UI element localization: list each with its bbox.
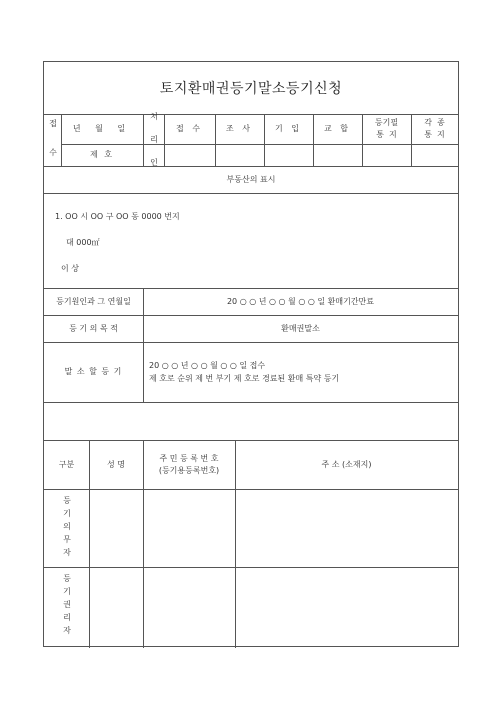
column-various-notice: 각 종 통 지 [424,118,445,139]
column-gyohap: 교 합 [324,124,351,133]
cause-value: 20 ○ ○ 년 ○ ○ 월 ○ ○ 일 환매기간만료 [226,296,375,306]
party-address-header: 주 소 (소재지) [321,459,372,469]
cause-label: 등기원인과 그 연월일 [56,296,131,306]
column-josa: 조 사 [226,124,253,133]
cancel-line-1: 20 ○ ○ 년 ○ ○ 월 ○ ○ 일 접수 [149,361,266,370]
property-end: 이 상 [61,264,79,273]
party-name-header: 성 명 [107,459,125,469]
cancel-label: 말 소 할 등 기 [64,367,123,376]
property-header: 부동산의 표시 [226,174,276,184]
column-jeopsu: 접 수 [176,124,203,133]
right-holder-label: 등기권리자 [62,574,72,639]
cancel-line-2: 제 호로 순위 제 번 부기 제 호로 경료된 환매 특약 등기 [149,374,340,383]
column-registration-notice: 등기필 통 지 [374,118,399,139]
column-giip: 기 입 [275,124,302,133]
property-address: 1. OO 시 OO 구 OO 동 0000 번지 [55,212,180,221]
party-gubun-header: 구분 [58,459,75,469]
reception-number-label: 제 호 [90,150,114,159]
form-title: 토지환매권등기말소등기신청 [159,81,343,97]
purpose-value: 환매권말소 [281,323,320,333]
registration-form [43,61,459,647]
obligor-label: 등기의무자 [62,495,72,561]
party-id-header: 주 민 등 록 번 호 (등기용등록번호) [158,453,220,475]
property-area: 대 000㎡ [66,238,100,247]
purpose-label: 등 기 의 목 적 [69,323,118,333]
reception-label: 접 수 [48,118,58,162]
reception-date-label: 년 월 일 [72,124,132,133]
processor-label: 처 리 인 [149,111,159,169]
